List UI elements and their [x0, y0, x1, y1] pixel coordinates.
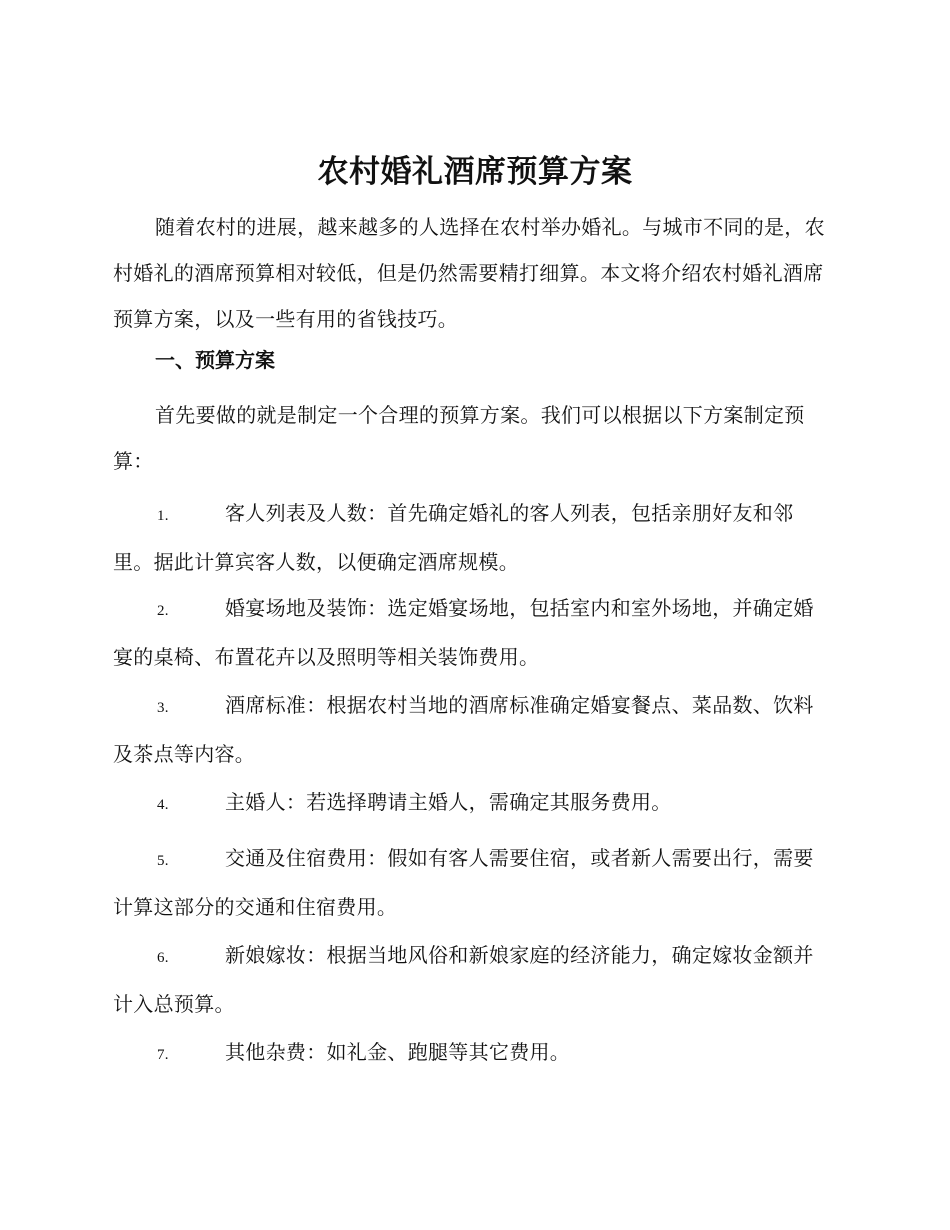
section-heading: 一、预算方案	[155, 348, 275, 372]
list-item-text: 客人列表及人数：首先确定婚礼的客人列表，包括亲朋好友和邻里。据此计算宾客人数，以便确定酒席规模。	[113, 501, 794, 574]
list-item	[113, 682, 833, 777]
list-item-text: 婚宴场地及装饰：选定婚宴场地，包括室内和室外场地，并确定婚宴的桌椅、布置花卉以及照明等相关装饰费用。	[113, 596, 814, 669]
list-item-number: 7.	[157, 1047, 169, 1063]
list-item-text: 酒席标准：根据农村当地的酒席标准确定婚宴餐点、菜品数、饮料及茶点等内容。	[113, 693, 814, 766]
list-item	[113, 1029, 833, 1078]
list-item	[113, 779, 833, 828]
list-item-number: 6.	[157, 950, 169, 966]
section-intro-paragraph: 首先要做的就是制定一个合理的预算方案。我们可以根据以下方案制定预算：	[113, 403, 805, 473]
list-item-text: 其他杂费：如礼金、跑腿等其它费用。	[225, 1040, 571, 1064]
list-item	[113, 585, 833, 680]
list-item-text: 主婚人：若选择聘请主婚人，需确定其服务费用。	[225, 790, 672, 814]
list-item	[113, 835, 833, 930]
list-item-text: 新娘嫁妆：根据当地风俗和新娘家庭的经济能力，确定嫁妆金额并计入总预算。	[113, 943, 814, 1016]
list-item-number: 1.	[157, 508, 169, 524]
intro-paragraph: 随着农村的进展，越来越多的人选择在农村举办婚礼。与城市不同的是，农村婚礼的酒席预算相对较低，但是仍然需要精打细算。本文将介绍农村婚礼酒席预算方案，以及一些有用的省钱技巧。	[113, 215, 825, 331]
list-item-number: 4.	[157, 797, 169, 813]
list-item	[113, 490, 833, 585]
list-item-text: 交通及住宿费用：假如有客人需要住宿，或者新人需要出行，需要计算这部分的交通和住宿费用。	[113, 846, 814, 919]
list-item-number: 5.	[157, 853, 169, 869]
list-item	[113, 932, 833, 1027]
list-item-number: 2.	[157, 603, 169, 619]
list-item-number: 3.	[157, 700, 169, 716]
document-title: 农村婚礼酒席预算方案	[317, 154, 633, 190]
